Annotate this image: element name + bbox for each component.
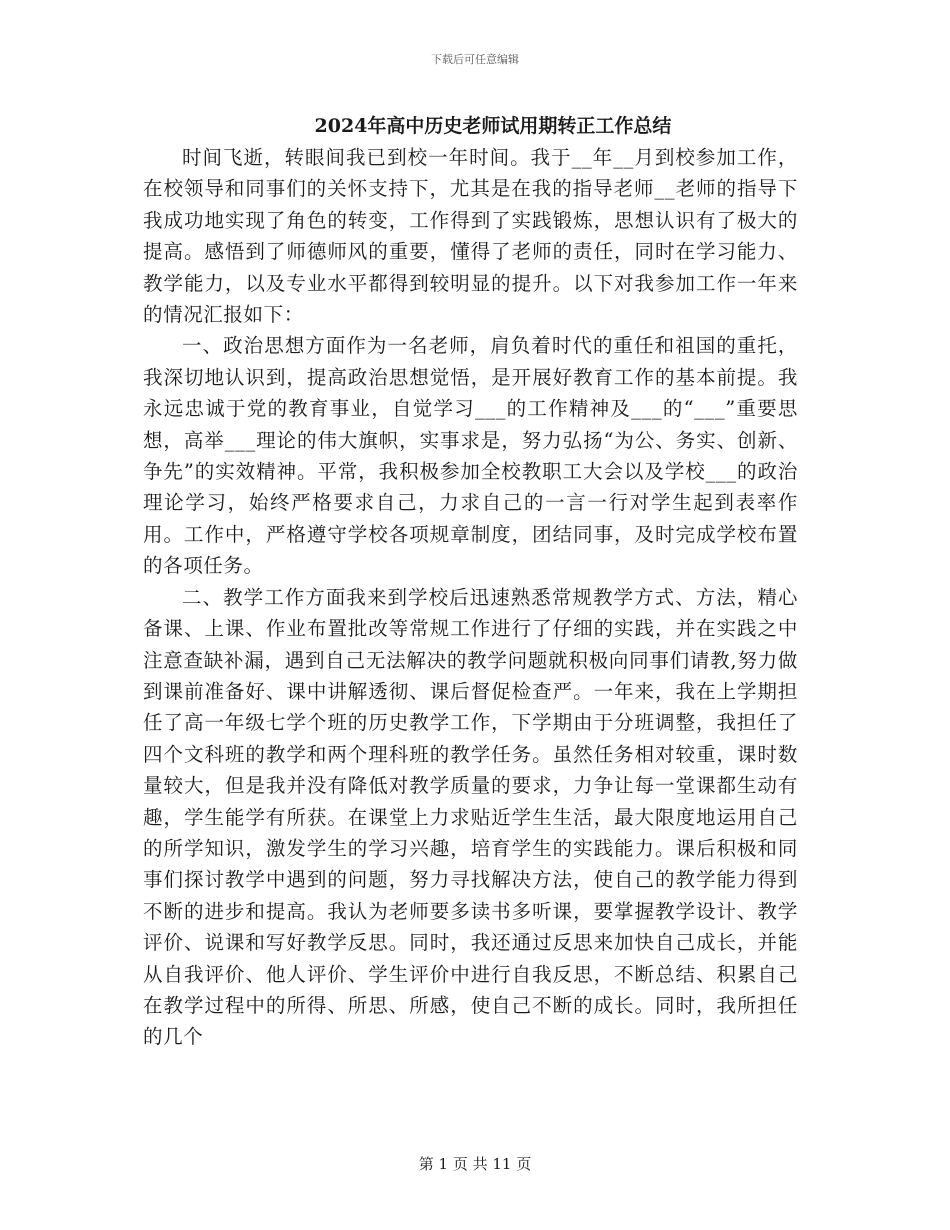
document-title: 2024年高中历史老师试用期转正工作总结 bbox=[314, 115, 672, 137]
document-body bbox=[143, 142, 798, 1053]
paragraph-teaching: 二、教学工作方面我来到学校后迅速熟悉常规教学方式、方法，精心备课、上课、作业布置批改等常规工作进行了仔细的实践，并在实践之中注意查缺补漏，遇到自己无法解决的教学问题就积极向同事们请教,努力做到课前准备好、课中讲解透彻、课后督促检查严。一年来，我在上学期担任了高一年级七学个班的历史教学工作，下学期由于分班调整，我担任了四个文科班的教学和两个理科班的教学任务。虽然任务相对较重，课时数量较大，但是我并没有降低对教学质量的要求，力争让每一堂课都生动有趣，学生能学有所获。在课堂上力求贴近学生生活，最大限度地运用自己的所学知识，激发学生的学习兴趣，培育学生的实践能力。课后积极和同事们探讨教学中遇到的问题，努力寻找解决方法，使自己的教学能力得到不断的进步和提高。我认为老师要多读书多听课，要掌握教学设计、教学评价、说课和写好教学反思。同时，我还通过反思来加快自己成长，并能从自我评价、他人评价、学生评价中进行自我反思，不断总结、积累自己在教学过程中的所得、所思、所感，使自己不断的成长。同时，我所担任的几个 bbox=[143, 585, 798, 1049]
paragraph-intro: 时间飞逝，转眼间我已到校一年时间。我于__年__月到校参加工作，在校领导和同事们的关怀支持下，尤其是在我的指导老师__老师的指导下我成功地实现了角色的转变，工作得到了实践锻炼，思想认识有了极大的提高。感悟到了师德师风的重要，懂得了老师的责任，同时在学习能力、教学能力，以及专业水平都得到较明显的提升。以下对我参加工作一年来的情况汇报如下： bbox=[143, 146, 798, 327]
paragraph-political: 一、政治思想方面作为一名老师，肩负着时代的重任和祖国的重托，我深切地认识到，提高政治思想觉悟，是开展好教育工作的基本前提。我永远忠诚于党的教育事业，自觉学习___的工作精神及___的“___”重要思想，高举___理论的伟大旗帜，实事求是，努力弘扬“为公、务实、创新、争先”的实效精神。平常，我积极参加全校教职工大会以及学校___的政治理论学习，始终严格要求自己，力求自己的一言一行对学生起到表率作用。工作中，严格遵守学校各项规章制度，团结同事，及时完成学校布置的各项任务。 bbox=[143, 334, 798, 578]
header-note: 下载后可任意编辑 bbox=[431, 53, 519, 66]
page-number: 第 1 页 共 11 页 bbox=[418, 1155, 532, 1173]
